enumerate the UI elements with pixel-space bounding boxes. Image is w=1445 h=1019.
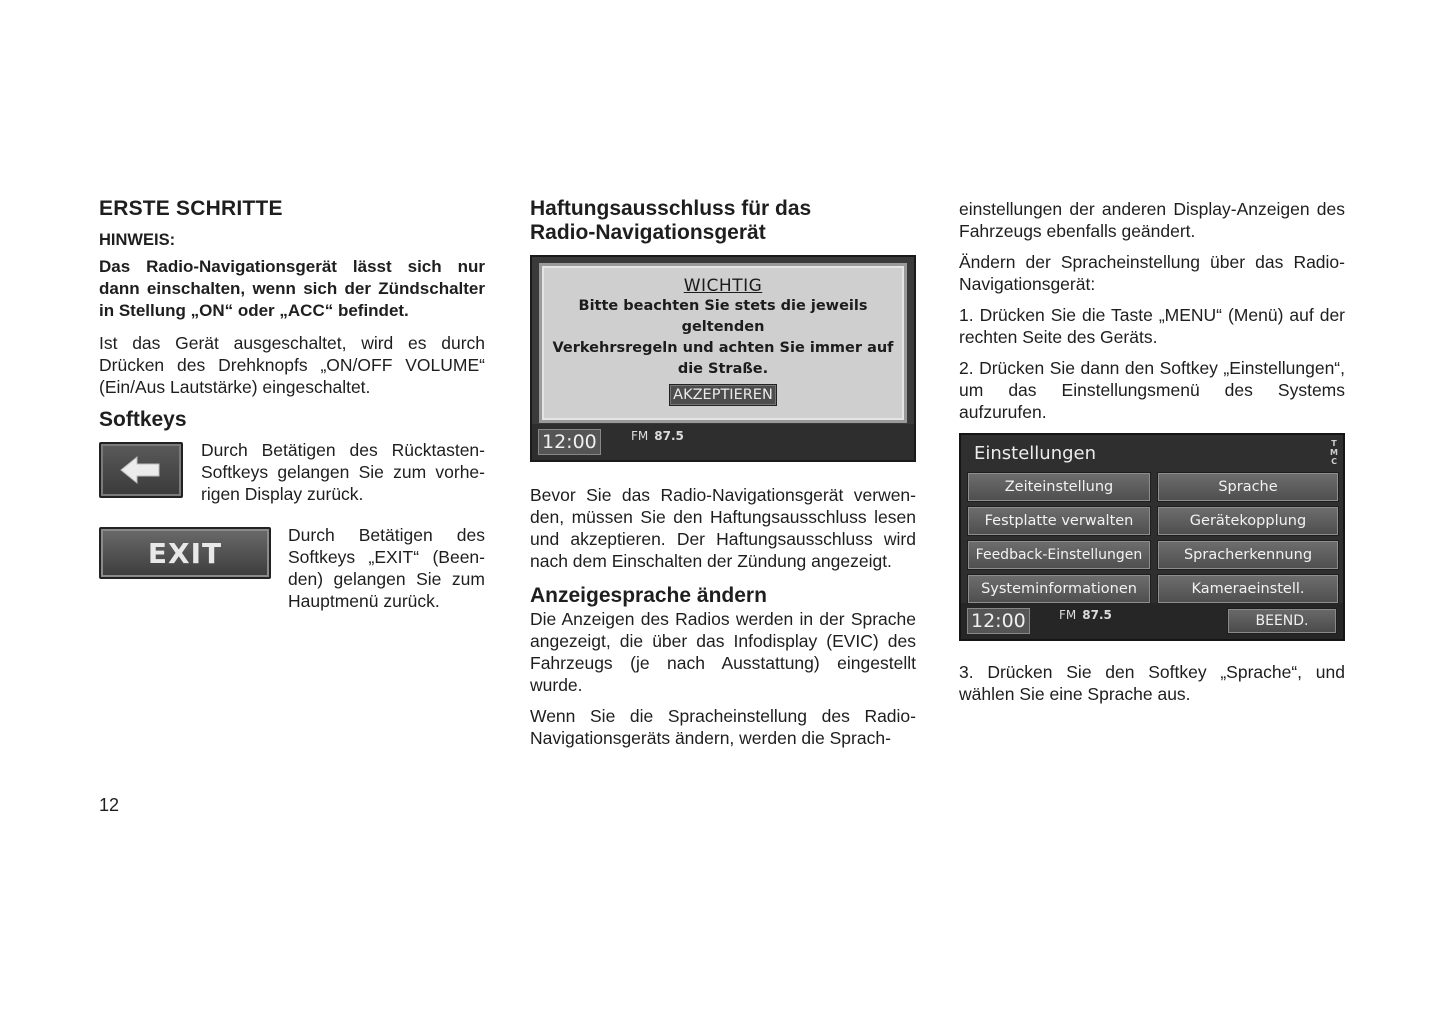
disclaimer-dialog — [539, 263, 907, 423]
dialog-line: geltenden — [681, 319, 765, 335]
language-heading: Anzeigesprache ändern — [530, 584, 767, 607]
disclaimer-screen — [530, 255, 916, 462]
step-2: 2. Drücken Sie dann den Softkey „Einstellungen“, um das Einstellungsmenü des Systems aufzurufen. — [959, 358, 1345, 422]
continued-text: einstellungen der anderen Display-Anzeigen des Fahrzeugs ebenfalls geändert. — [959, 199, 1345, 241]
tmc-letter: M — [1330, 448, 1338, 457]
radio-frequency — [631, 429, 684, 443]
tmc-letter: C — [1331, 457, 1337, 466]
radio-frequency — [1059, 608, 1112, 622]
voice-recognition-button[interactable]: Spracherkennung — [1157, 540, 1339, 570]
device-pairing-button[interactable]: Gerätekopplung — [1157, 506, 1339, 536]
softkeys-heading: Softkeys — [99, 408, 187, 431]
time-settings-button[interactable]: Zeiteinstellung — [967, 472, 1151, 502]
back-softkey[interactable] — [99, 442, 183, 498]
back-softkey-description: Durch Betätigen des Rücktasten-Softkeys gelangen Sie zum vorherigen Display zurück. — [201, 440, 485, 504]
disclaimer-heading-line1: Haftungsausschluss für das — [530, 197, 812, 220]
end-button[interactable]: BEEND. — [1227, 608, 1337, 634]
settings-screen — [959, 433, 1345, 641]
status-bar — [961, 603, 1343, 639]
step-1: 1. Drücken Sie die Taste „MENU“ (Menü) auf der rechten Seite des Geräts. — [959, 305, 1345, 347]
language-button[interactable]: Sprache — [1157, 472, 1339, 502]
back-softkey-row — [99, 442, 485, 505]
clock-display: 12:00 — [538, 429, 601, 455]
arrow-left-icon — [119, 455, 163, 485]
note-label: HINWEIS: — [99, 231, 176, 249]
page-number: 12 — [99, 795, 120, 815]
right-column — [959, 198, 1345, 705]
step-3: 3. Drücken Sie den Softkey „Sprache“, und wählen Sie eine Sprache aus. — [959, 662, 1345, 704]
frequency-value: 87.5 — [1082, 608, 1112, 622]
disclaimer-text: Bevor Sie das Radio-Navigationsgerät verwenden, müssen Sie den Haftungsausschluss lesen und akzeptieren. Der Haftungsausschluss wird nach dem Einschalten der Zündung angezeigt. — [530, 485, 916, 571]
section-heading: ERSTE SCHRITTE — [99, 197, 283, 220]
clock-display: 12:00 — [967, 608, 1030, 634]
dialog-title: WICHTIG — [683, 276, 763, 296]
accept-button[interactable]: AKZEPTIEREN — [669, 384, 777, 406]
settings-title: Einstellungen — [974, 443, 1097, 464]
status-bar — [532, 424, 914, 460]
settings-menu-grid — [967, 472, 1339, 604]
dialog-line: die Straße. — [677, 361, 769, 377]
dialog-line: Bitte beachten Sie stets die jeweils — [578, 298, 868, 314]
radio-band: FM — [631, 429, 649, 443]
system-info-button[interactable]: Systeminformationen — [967, 574, 1151, 604]
camera-settings-button[interactable]: Kameraeinstell. — [1157, 574, 1339, 604]
exit-softkey[interactable]: EXIT — [99, 527, 271, 579]
disclaimer-heading-line2: Radio-Navigationsgerät — [530, 221, 766, 244]
change-intro-text: Ändern der Spracheinstellung über das Radio-Navigationsgerät: — [959, 252, 1345, 294]
left-column — [99, 197, 485, 612]
note-text: Das Radio-Navigationsgerät lässt sich nur dann einschalten, wenn sich der Zündschalter in Stellung „ON“ oder „ACC“ befindet. — [99, 257, 485, 320]
feedback-settings-button[interactable]: Feedback-Einstellungen — [967, 540, 1151, 570]
tmc-indicator — [1330, 439, 1338, 466]
frequency-value: 87.5 — [654, 429, 684, 443]
exit-softkey-description: Durch Betätigen des Softkeys „EXIT“ (Beenden) gelangen Sie zum Hauptmenü zurück. — [288, 525, 485, 611]
dialog-line: Verkehrsregeln und achten Sie immer auf — [552, 340, 894, 356]
middle-column — [530, 197, 916, 749]
radio-band: FM — [1059, 608, 1077, 622]
hard-disk-button[interactable]: Festplatte verwalten — [967, 506, 1151, 536]
language-text: Die Anzeigen des Radios werden in der Sprache angezeigt, die über das Infodisplay (EVIC) des Fahrzeugs (je nach Ausstattung) eingestellt wurde. — [530, 609, 916, 695]
exit-softkey-row — [99, 527, 485, 612]
intro-text: Ist das Gerät ausgeschaltet, wird es durch Drücken des Drehknopfs „ON/OFF VOLUME“ (Ein/Aus Lautstärke) eingeschaltet. — [99, 333, 485, 397]
language-text: Wenn Sie die Spracheinstellung des Radio-Navigationsgeräts ändern, werden die Sprach- — [530, 706, 916, 748]
tmc-letter: T — [1331, 439, 1337, 448]
